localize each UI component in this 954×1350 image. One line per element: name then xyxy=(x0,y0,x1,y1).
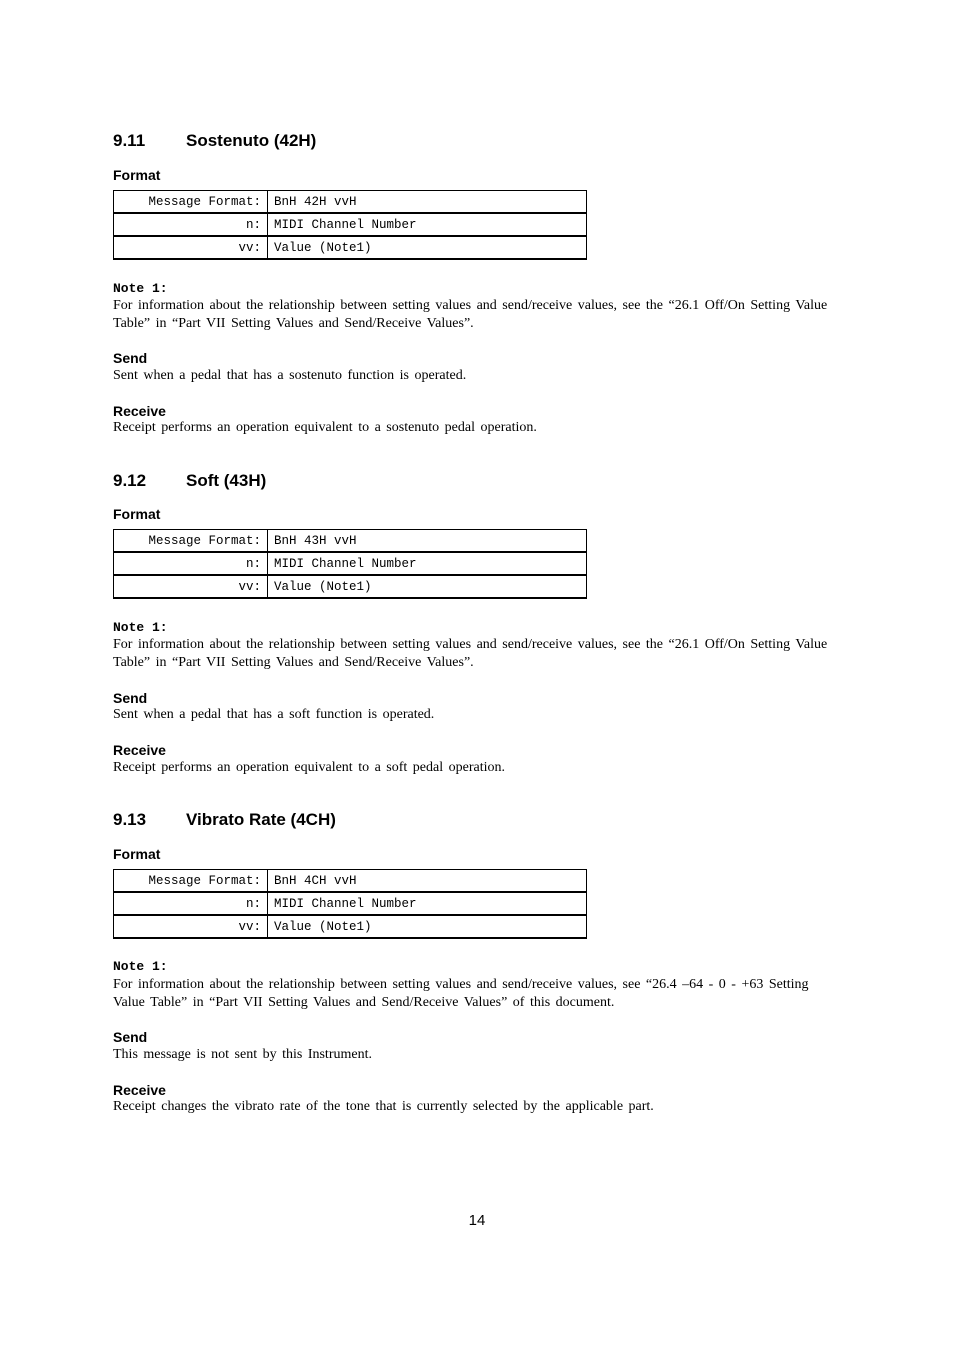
format-label: Message Format: xyxy=(114,870,268,893)
format-label: Message Format: xyxy=(114,530,268,553)
table-row xyxy=(114,870,587,893)
format-label: n: xyxy=(114,552,268,575)
section-sostenuto xyxy=(113,130,837,435)
format-value: Value (Note1) xyxy=(268,575,587,598)
note-label: Note 1: xyxy=(113,620,168,635)
table-row xyxy=(114,575,587,598)
format-label: n: xyxy=(114,213,268,236)
format-table xyxy=(113,529,587,599)
section-number: 9.11 xyxy=(113,131,146,150)
table-row xyxy=(114,191,587,214)
section-heading xyxy=(113,809,837,831)
section-title: Sostenuto (42H) xyxy=(186,131,317,150)
receive-text: Receipt performs an operation equivalent to a sostenuto pedal operation. xyxy=(113,420,537,435)
send-text: Sent when a pedal that has a sostenuto function is operated. xyxy=(113,368,467,383)
section-number: 9.13 xyxy=(113,810,147,829)
format-heading: Format xyxy=(113,846,161,862)
receive-text: Receipt performs an operation equivalent to a soft pedal operation. xyxy=(113,760,505,775)
send-heading: Send xyxy=(113,1029,148,1045)
format-value: MIDI Channel Number xyxy=(268,892,587,915)
note-text: For information about the relationship between setting values and send/receive values, see “26.4 –64 - 0 - +63 Setting Value Table” in “Part VII Setting Values and Send/Receive Values” of this document. xyxy=(113,977,809,1010)
format-value: MIDI Channel Number xyxy=(268,552,587,575)
format-value: BnH 4CH vvH xyxy=(268,870,587,893)
format-value: BnH 43H vvH xyxy=(268,530,587,553)
format-value: BnH 42H vvH xyxy=(268,191,587,214)
section-soft xyxy=(113,470,837,775)
note-label: Note 1: xyxy=(113,959,168,974)
receive-heading: Receive xyxy=(113,742,166,758)
format-value: MIDI Channel Number xyxy=(268,213,587,236)
receive-heading: Receive xyxy=(113,1082,166,1098)
section-vibrato-rate xyxy=(113,809,837,1114)
format-label: vv: xyxy=(114,575,268,598)
receive-heading: Receive xyxy=(113,403,166,419)
format-value: Value (Note1) xyxy=(268,915,587,938)
format-label: vv: xyxy=(114,236,268,259)
table-row xyxy=(114,213,587,236)
format-value: Value (Note1) xyxy=(268,236,587,259)
format-heading: Format xyxy=(113,167,161,183)
receive-text: Receipt changes the vibrato rate of the tone that is currently selected by the applicable part. xyxy=(113,1099,654,1114)
section-heading xyxy=(113,470,837,492)
table-row xyxy=(114,530,587,553)
format-table xyxy=(113,869,587,939)
section-title: Soft (43H) xyxy=(186,471,267,490)
section-number: 9.12 xyxy=(113,471,147,490)
format-heading: Format xyxy=(113,506,161,522)
section-heading xyxy=(113,130,837,152)
table-row xyxy=(114,915,587,938)
send-text: Sent when a pedal that has a soft function is operated. xyxy=(113,707,435,722)
send-heading: Send xyxy=(113,690,148,706)
send-heading: Send xyxy=(113,350,148,366)
format-label: n: xyxy=(114,892,268,915)
page-number: 14 xyxy=(468,1212,486,1229)
table-row xyxy=(114,236,587,259)
note-text: For information about the relationship between setting values and send/receive values, see the “26.1 Off/On Setting Value Table” in “Part VII Setting Values and Send/Receive Values”. xyxy=(113,298,828,331)
format-label: Message Format: xyxy=(114,191,268,214)
format-label: vv: xyxy=(114,915,268,938)
section-title: Vibrato Rate (4CH) xyxy=(186,810,336,829)
table-row xyxy=(114,552,587,575)
note-text: For information about the relationship between setting values and send/receive values, see the “26.1 Off/On Setting Value Table” in “Part VII Setting Values and Send/Receive Values”. xyxy=(113,637,828,670)
format-table xyxy=(113,190,587,260)
send-text: This message is not sent by this Instrument. xyxy=(113,1047,372,1062)
table-row xyxy=(114,892,587,915)
note-label: Note 1: xyxy=(113,281,168,296)
